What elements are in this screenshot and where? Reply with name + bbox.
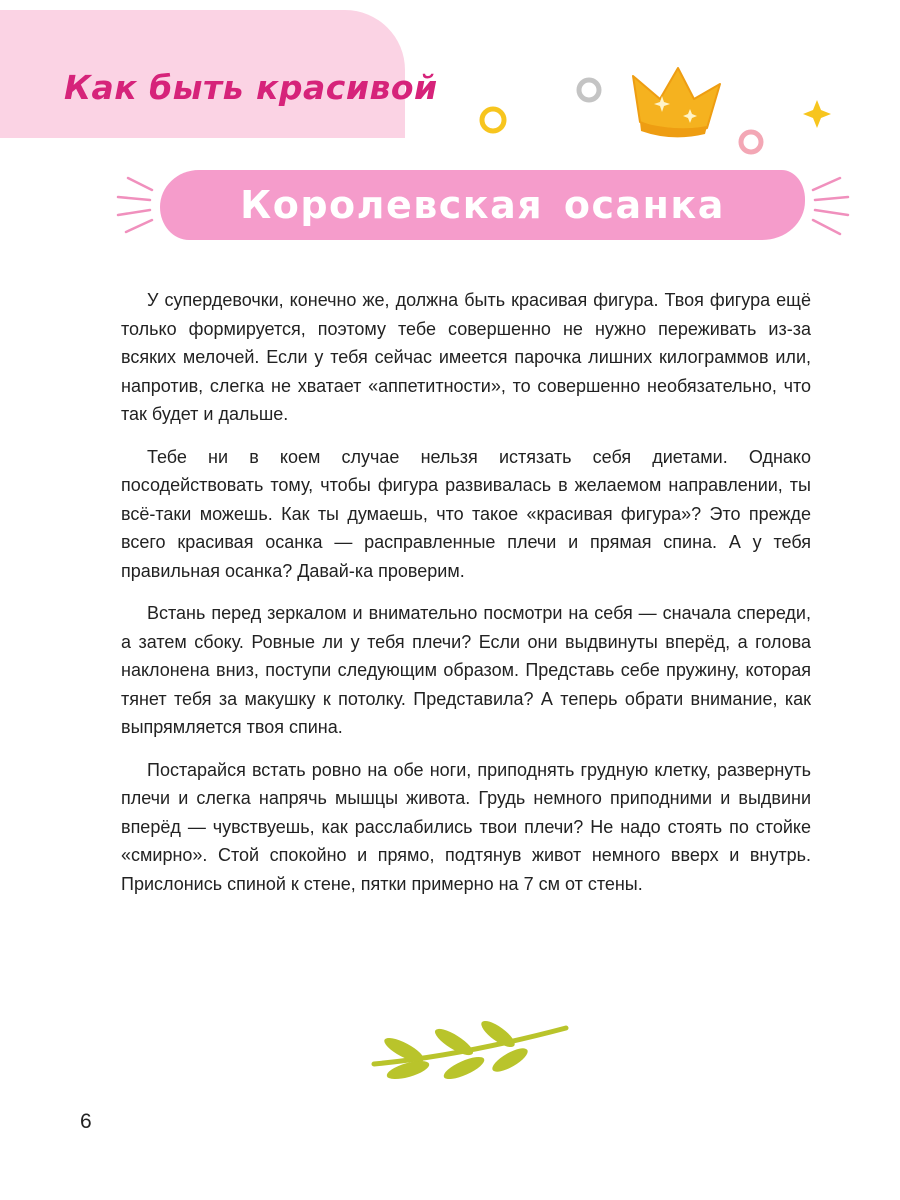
ring-icon bbox=[482, 109, 504, 131]
crown-icon bbox=[633, 68, 720, 137]
page-number: 6 bbox=[80, 1110, 92, 1133]
burst-lines-icon bbox=[118, 178, 152, 232]
sparkle-icon bbox=[803, 100, 831, 128]
ring-icon bbox=[579, 80, 599, 100]
paragraph: Постарайся встать ровно на обе ноги, приподнять грудную клетку, развернуть плечи и слегка напрячь мышцы живота. Грудь немного приподними и выдвини вперёд — чувствуешь, как расслабились твои плечи? Не надо стоять по стойке «смирно». Стой спокойно и прямо, подтянув живот немного вверх и внутрь. Прислонись спиной к стене, пятки примерно на 7 см от стены. bbox=[121, 759, 811, 894]
ring-icon bbox=[741, 132, 761, 152]
paragraph: Тебе ни в коем случае нельзя истязать себя диетами. Однако посодействовать тому, чтобы фигура развивалась в желаемом направлении, ты всё-таки можешь. Как ты думаешь, что такое «красивая фигура»? Это прежде всего красивая осанка — расправленные плечи и прямая спина. А у тебя правильная осанка? Давай-ка проверим. bbox=[121, 446, 811, 581]
section-title: Как быть красивой bbox=[64, 68, 438, 107]
paragraph: У супердевочки, конечно же, должна быть красивая фигура. Твоя фигура ещё только формируется, поэтому тебе совершенно не нужно переживать из-за всяких мелочей. Если у тебя сейчас имеется парочка лишних килограммов или, напротив, слегка не хватает «аппетитности», то совершенно необязательно, что так будет и дальше. bbox=[121, 290, 811, 424]
header-decorations bbox=[0, 0, 900, 300]
article-title-banner bbox=[160, 170, 805, 240]
article-body bbox=[121, 286, 811, 912]
burst-lines-icon bbox=[813, 178, 848, 234]
branch-icon bbox=[360, 1010, 580, 1090]
paragraph: Встань перед зеркалом и внимательно посмотри на себя — сначала спереди, а затем сбоку. Ровные ли у тебя плечи? Если они выдвинуты вперёд, а голова наклонена вниз, поступи следующим образом. Представь себе пружину, которая тянет тебя за макушку к потолку. Представила? А теперь обрати внимание, как выпрямляется твоя спина. bbox=[121, 603, 811, 737]
article-title: Королевская осанка bbox=[240, 183, 725, 227]
